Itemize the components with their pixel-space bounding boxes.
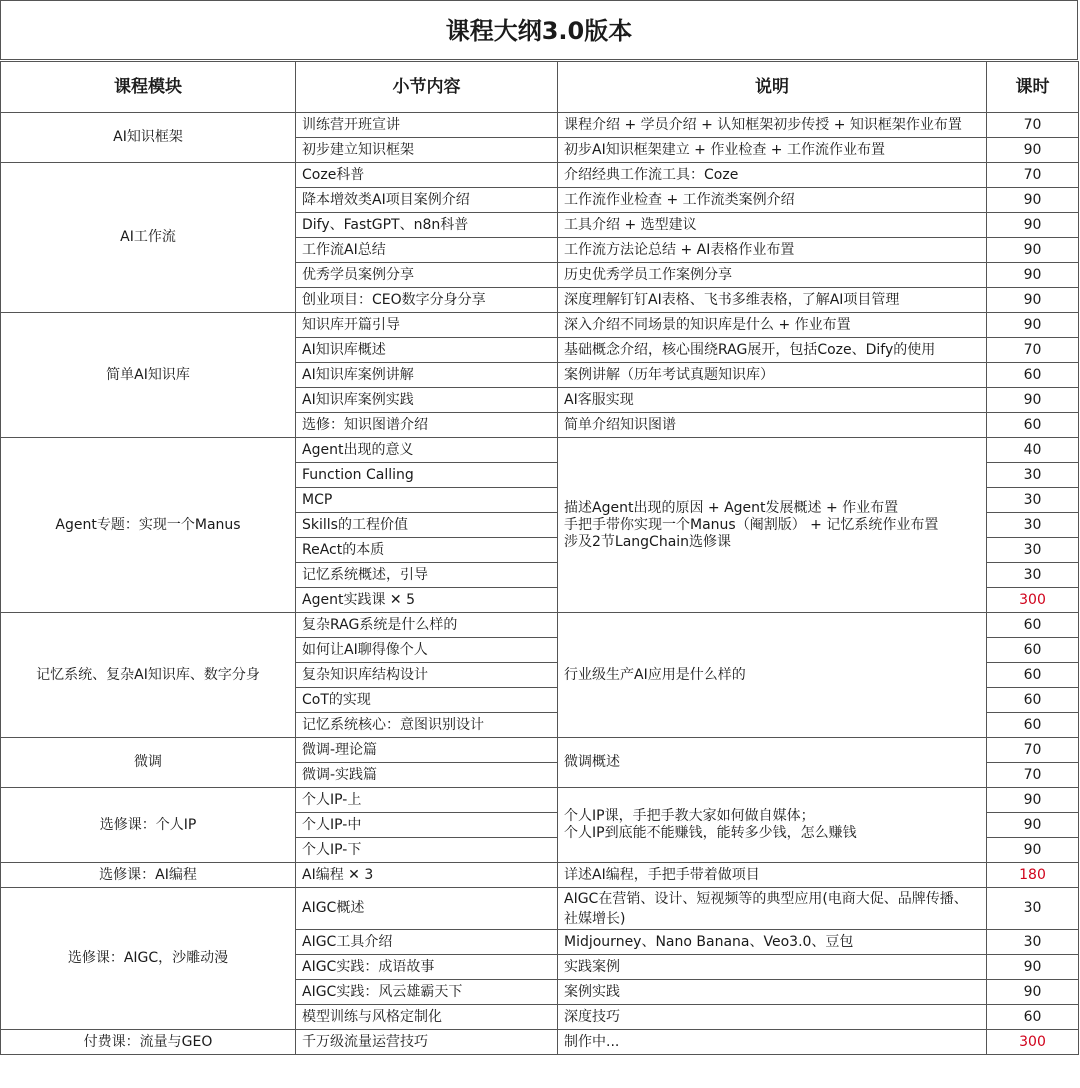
hours-cell: 60 [987,663,1079,688]
hours-cell: 60 [987,613,1079,638]
description-cell: 工作流方法论总结 + AI表格作业布置 [558,238,987,263]
description-cell: 工具介绍 + 选型建议 [558,213,987,238]
section-cell: 优秀学员案例分享 [296,263,558,288]
table-row [1,863,1079,888]
table-row [1,613,1079,638]
hours-cell: 90 [987,188,1079,213]
section-cell: 选修：知识图谱介绍 [296,413,558,438]
module-cell: 选修课：AIGC，沙雕动漫 [1,888,296,1030]
section-cell: AI知识库概述 [296,338,558,363]
hours-cell: 90 [987,388,1079,413]
section-cell: AIGC实践：风云雄霸天下 [296,980,558,1005]
module-cell: 选修课：AI编程 [1,863,296,888]
module-cell: 简单AI知识库 [1,313,296,438]
description-cell: 案例实践 [558,980,987,1005]
table-row [1,738,1079,763]
hours-cell: 70 [987,113,1079,138]
hours-cell: 60 [987,1005,1079,1030]
section-cell: 创业项目：CEO数字分身分享 [296,288,558,313]
hours-cell: 60 [987,363,1079,388]
description-cell: 案例讲解（历年考试真题知识库） [558,363,987,388]
header-section: 小节内容 [296,62,558,113]
section-cell: AI编程 ✕ 3 [296,863,558,888]
outline-body [1,113,1079,1055]
description-line: 个人IP课，手把手教大家如何做自媒体； [564,808,815,824]
hours-cell: 90 [987,263,1079,288]
hours-cell: 90 [987,138,1079,163]
section-cell: CoT的实现 [296,688,558,713]
hours-cell: 90 [987,788,1079,813]
section-cell: 知识库开篇引导 [296,313,558,338]
description-cell: AI客服实现 [558,388,987,413]
module-cell: AI工作流 [1,163,296,313]
hours-cell: 30 [987,538,1079,563]
hours-cell: 40 [987,438,1079,463]
description-cell: 课程介绍 + 学员介绍 + 认知框架初步传授 + 知识框架作业布置 [558,113,987,138]
hours-cell: 90 [987,813,1079,838]
table-row [1,113,1079,138]
description-cell [558,788,987,863]
hours-cell-highlight: 300 [987,588,1079,613]
hours-cell: 30 [987,488,1079,513]
hours-cell: 90 [987,288,1079,313]
section-cell: Agent出现的意义 [296,438,558,463]
section-cell: 如何让AI聊得像个人 [296,638,558,663]
description-cell [558,613,987,738]
description-cell: 深度技巧 [558,1005,987,1030]
section-cell: 工作流AI总结 [296,238,558,263]
module-cell: Agent专题：实现一个Manus [1,438,296,613]
table-row [1,313,1079,338]
description-line: 微调概述 [564,754,620,770]
header-module: 课程模块 [1,62,296,113]
module-cell: 选修课：个人IP [1,788,296,863]
section-cell: AI知识库案例讲解 [296,363,558,388]
hours-cell: 60 [987,413,1079,438]
section-cell: Dify、FastGPT、n8n科普 [296,213,558,238]
section-cell: 记忆系统核心：意图识别设计 [296,713,558,738]
table-row [1,163,1079,188]
section-cell: 降本增效类AI项目案例介绍 [296,188,558,213]
description-cell: 深度理解钉钉AI表格、飞书多维表格，了解AI项目管理 [558,288,987,313]
hours-cell: 90 [987,313,1079,338]
section-cell: 模型训练与风格定制化 [296,1005,558,1030]
table-row [1,788,1079,813]
description-line: 行业级生产AI应用是什么样的 [564,666,746,683]
hours-cell: 60 [987,688,1079,713]
hours-cell: 90 [987,838,1079,863]
module-cell: 记忆系统、复杂AI知识库、数字分身 [1,613,296,738]
description-cell: Midjourney、Nano Banana、Veo3.0、豆包 [558,930,987,955]
hours-cell: 60 [987,713,1079,738]
description-cell [558,438,987,613]
section-cell: AIGC实践：成语故事 [296,955,558,980]
header-description: 说明 [558,62,987,113]
section-cell: 复杂知识库结构设计 [296,663,558,688]
hours-cell: 90 [987,980,1079,1005]
hours-cell-highlight: 180 [987,863,1079,888]
section-cell: 千万级流量运营技巧 [296,1030,558,1055]
hours-cell: 70 [987,738,1079,763]
module-cell: 微调 [1,738,296,788]
hours-cell: 30 [987,563,1079,588]
table-row [1,438,1079,463]
table-row [1,888,1079,930]
hours-cell: 70 [987,163,1079,188]
description-cell: 工作流作业检查 + 工作流类案例介绍 [558,188,987,213]
hours-cell: 30 [987,930,1079,955]
hours-cell: 90 [987,955,1079,980]
section-cell: MCP [296,488,558,513]
section-cell: AIGC工具介绍 [296,930,558,955]
description-cell: 制作中... [558,1030,987,1055]
hours-cell: 90 [987,238,1079,263]
description-cell [558,738,987,788]
hours-cell: 30 [987,513,1079,538]
section-cell: Coze科普 [296,163,558,188]
hours-cell: 90 [987,213,1079,238]
section-cell: 个人IP-中 [296,813,558,838]
description-cell: 简单介绍知识图谱 [558,413,987,438]
section-cell: Function Calling [296,463,558,488]
section-cell: 初步建立知识框架 [296,138,558,163]
description-line: 个人IP到底能不能赚钱，能转多少钱，怎么赚钱 [564,825,857,841]
module-cell: AI知识框架 [1,113,296,163]
hours-cell-highlight: 300 [987,1030,1079,1055]
hours-cell: 60 [987,638,1079,663]
section-cell: 训练营开班宣讲 [296,113,558,138]
module-cell: 付费课：流量与GEO [1,1030,296,1055]
course-outline-table [0,61,1079,1055]
section-cell: ReAct的本质 [296,538,558,563]
description-cell: AIGC在营销、设计、短视频等的典型应用(电商大促、品牌传播、社媒增长) [558,888,987,930]
description-cell: 介绍经典工作流工具：Coze [558,163,987,188]
hours-cell: 70 [987,338,1079,363]
outline-title: 课程大纲3.0版本 [0,0,1078,60]
description-cell: 详述AI编程，手把手带着做项目 [558,863,987,888]
description-line: 手把手带你实现一个Manus（阉割版） + 记忆系统作业布置 [564,516,939,533]
description-cell: 深入介绍不同场景的知识库是什么 + 作业布置 [558,313,987,338]
description-line: 描述Agent出现的原因 + Agent发展概述 + 作业布置 [564,499,899,516]
section-cell: 个人IP-上 [296,788,558,813]
hours-cell: 30 [987,463,1079,488]
description-cell: 实践案例 [558,955,987,980]
header-hours: 课时 [987,62,1079,113]
hours-cell: 30 [987,888,1079,930]
description-cell: 基础概念介绍，核心围绕RAG展开，包括Coze、Dify的使用 [558,338,987,363]
section-cell: 复杂RAG系统是什么样的 [296,613,558,638]
section-cell: 微调-实践篇 [296,763,558,788]
section-cell: 微调-理论篇 [296,738,558,763]
section-cell: AIGC概述 [296,888,558,930]
section-cell: AI知识库案例实践 [296,388,558,413]
section-cell: 记忆系统概述，引导 [296,563,558,588]
section-cell: Agent实践课 ✕ 5 [296,588,558,613]
description-line: 涉及2节LangChain选修课 [564,533,732,550]
hours-cell: 70 [987,763,1079,788]
section-cell: 个人IP-下 [296,838,558,863]
description-cell: 初步AI知识框架建立 + 作业检查 + 工作流作业布置 [558,138,987,163]
section-cell: Skills的工程价值 [296,513,558,538]
table-row [1,1030,1079,1055]
description-cell: 历史优秀学员工作案例分享 [558,263,987,288]
header-row [1,62,1079,113]
